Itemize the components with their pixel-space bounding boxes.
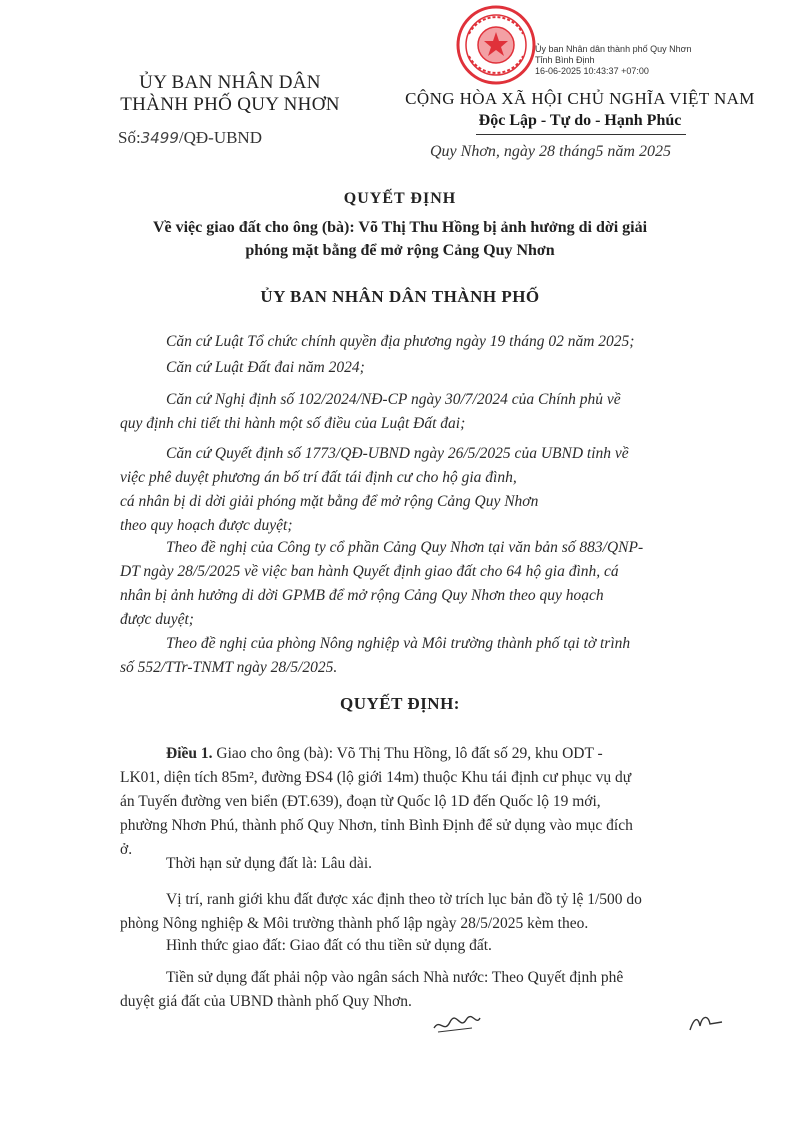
basis-1 [120, 330, 740, 354]
basis-3-line-2: quy định chi tiết thi hành một số điều của Luật Đất đai; [120, 415, 466, 432]
doc-number-prefix: Số: [118, 128, 141, 147]
document-number [118, 128, 262, 148]
basis-6-line-1: Theo đề nghị của phòng Nông nghiệp và Môi trường thành phố tại tờ trình [166, 635, 631, 652]
reviewer-signature-icon [688, 1010, 724, 1034]
basis-4-line-1: Căn cứ Quyết định số 1773/QĐ-UBND ngày 26/5/2025 của UBND tỉnh về [166, 445, 629, 462]
location-line-2: phòng Nông nghiệp & Môi trường thành phố lập ngày 28/5/2025 kèm theo. [120, 915, 589, 932]
basis-3-line-1: Căn cứ Nghị định số 102/2024/NĐ-CP ngày 30/7/2024 của Chính phủ về [166, 391, 621, 408]
signature-line-2: Tỉnh Bình Định [535, 55, 595, 65]
location-line-1: Vị trí, ranh giới khu đất được xác định theo tờ trích lục bản đồ tỷ lệ 1/500 do [166, 891, 642, 908]
org-line-1: ỦY BAN NHÂN DÂN [139, 72, 321, 93]
digital-signature-info [535, 44, 692, 77]
doc-number-suffix: /QĐ-UBND [178, 128, 262, 147]
article-1-line-3: án Tuyến đường ven biển (ĐT.639), đoạn từ Quốc lộ 1D đến Quốc lộ 19 mới, [120, 793, 601, 810]
subject-line-1: Về việc giao đất cho ông (bà): Võ Thị Thu Hồng bị ảnh hưởng di dời giải [152, 219, 648, 236]
basis-4-line-3: cá nhân bị di dời giải phóng mặt bằng để mở rộng Cảng Quy Nhơn [120, 493, 539, 510]
article-1-line-1 [120, 742, 740, 766]
basis-4-line-2: việc phê duyệt phương án bố trí đất tái định cư cho hộ gia đình, [120, 469, 517, 486]
basis-4 [120, 442, 740, 538]
land-location [120, 888, 740, 936]
place-and-date [430, 143, 671, 161]
article-1-label: Điều 1. [166, 745, 213, 762]
article-1-line-2: LK01, diện tích 85m², đường ĐS4 (lộ giới 14m) thuộc Khu tái định cư phục vụ dự [120, 769, 632, 786]
date-part-1: Quy Nhơn, ngày [430, 143, 535, 160]
date-part-3: năm 2025 [607, 143, 671, 160]
authority-heading: ỦY BAN NHÂN DÂN THÀNH PHỐ [260, 287, 540, 306]
decision-heading: QUYẾT ĐỊNH: [340, 694, 460, 713]
article-1 [120, 742, 740, 862]
land-use-term [120, 852, 740, 876]
date-day: 28 [538, 143, 555, 160]
signature-line-3: 16-06-2025 10:43:37 +07:00 [535, 66, 649, 76]
basis-2 [120, 356, 740, 380]
fee-line-1: Tiền sử dụng đất phải nộp vào ngân sách Nhà nước: Theo Quyết định phê [166, 969, 624, 986]
basis-5-line-3: nhân bị ảnh hưởng di dời GPMB để mở rộng Cảng Quy Nhơn theo quy hoạch [120, 587, 604, 604]
nation-line-1: CỘNG HÒA XÃ HỘI CHỦ NGHĨA VIỆT NAM [405, 89, 755, 108]
basis-4-line-4: theo quy hoạch được duyệt; [120, 517, 293, 534]
land-use-fee [120, 966, 740, 1014]
date-part-2: tháng [558, 143, 596, 160]
article-1-line-5: ở. [120, 841, 133, 858]
term-line: Thời hạn sử dụng đất là: Lâu dài. [166, 855, 372, 872]
date-month: 5 [595, 143, 604, 160]
basis-6-line-2: số 552/TTr-TNMT ngày 28/5/2025. [120, 659, 338, 676]
basis-5-line-1: Theo đề nghị của Công ty cổ phần Cảng Quy Nhơn tại văn bản số 883/QNP- [166, 539, 644, 556]
doc-number-handwritten: 3499 [140, 129, 179, 147]
subject-line-2: phóng mặt bằng để mở rộng Cảng Quy Nhơn [245, 242, 555, 259]
basis-6 [120, 632, 740, 680]
initial-signature-icon [432, 1008, 482, 1036]
national-motto [380, 88, 780, 132]
signature-line-1: Ủy ban Nhân dân thành phố Quy Nhơn [535, 44, 692, 54]
basis-3 [120, 388, 740, 436]
org-line-2: THÀNH PHỐ QUY NHƠN [120, 94, 340, 115]
basis-5 [120, 536, 740, 632]
fee-line-2: duyệt giá đất của UBND thành phố Quy Nhơn. [120, 993, 412, 1010]
document-type-heading: QUYẾT ĐỊNH [343, 190, 457, 207]
official-seal-icon [455, 4, 537, 86]
issuing-authority [110, 72, 350, 116]
nation-line-2: Độc Lập - Tự do - Hạnh Phúc [478, 112, 682, 129]
article-1-line-4: phường Nhơn Phú, thành phố Quy Nhơn, tỉnh Bình Định để sử dụng vào mục đích [120, 817, 633, 834]
basis-5-line-2: DT ngày 28/5/2025 về việc ban hành Quyết định giao đất cho 64 hộ gia đình, cá [120, 563, 619, 580]
basis-1-line-1: Căn cứ Luật Tổ chức chính quyền địa phương ngày 19 tháng 02 năm 2025; [166, 333, 635, 350]
article-1-text-1: Giao cho ông (bà): Võ Thị Thu Hồng, lô đất số 29, khu ODT - [216, 745, 603, 762]
form-line: Hình thức giao đất: Giao đất có thu tiền sử dụng đất. [166, 937, 492, 954]
document-subject [0, 216, 800, 262]
basis-2-line-1: Căn cứ Luật Đất đai năm 2024; [166, 359, 365, 376]
allocation-form [120, 934, 740, 958]
basis-5-line-4: được duyệt; [120, 611, 194, 628]
motto-underline [476, 134, 686, 135]
